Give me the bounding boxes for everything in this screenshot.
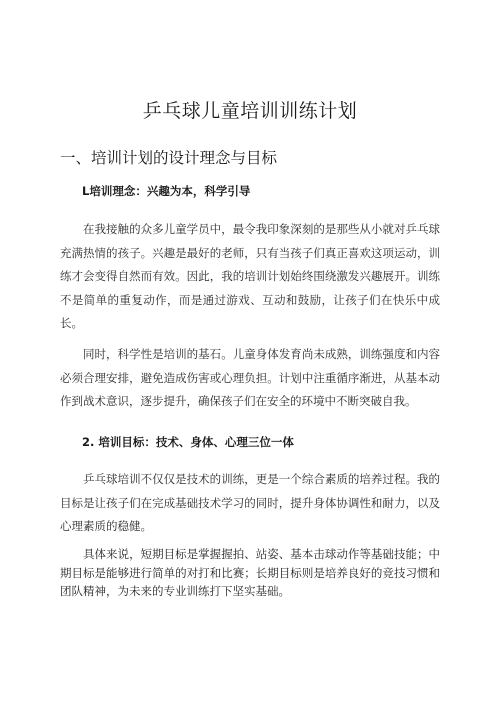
document-title: 乒乓球儿童培训训练计划 — [142, 100, 358, 122]
subsection-heading-concept: L培训理念：兴趣为本，科学引导 — [82, 184, 251, 198]
paragraph-goals-detail: 具体来说，短期目标是掌握握拍、站姿、基本击球动作等基础技能；中期目标是能够进行简单的对打和比赛；长期目标则是培养良好的竞技习惯和团队精神，为未来的专业训练打下坚实基础。 — [60, 547, 440, 598]
paragraph-goals-overview: 乒乓球培训不仅仅是技术的训练，更是一个综合素质的培养过程。我的目标是让孩子们在完成基础技术学习的同时，提升身体协调性和耐力，以及心理素质的稳健。 — [60, 472, 440, 533]
paragraph-science: 同时，科学性是培训的基石。儿童身体发育尚未成熟，训练强度和内容必须合理安排，避免造成伤害或心理负担。计划中注重循序渐进，从基本动作到战术意识，逐步提升，确保孩子们在安全的环境中不断突破自我。 — [60, 347, 440, 408]
subsection-heading-goals: 2. 培训目标：技术、身体、心理三位一体 — [82, 435, 294, 449]
section-heading: 一、培训计划的设计理念与目标 — [60, 149, 278, 167]
paragraph-interest: 在我接触的众多儿童学员中，最令我印象深刻的是那些从小就对乒乓球充满热情的孩子。兴趣是最好的老师，只有当孩子们真正喜欢这项运动，训练才会变得自然而有效。因此，我的培训计划始终围绕激发兴趣展开。训练不是简单的重复动作，而是通过游戏、互动和鼓励，让孩子们在快乐中成长。 — [60, 222, 440, 330]
